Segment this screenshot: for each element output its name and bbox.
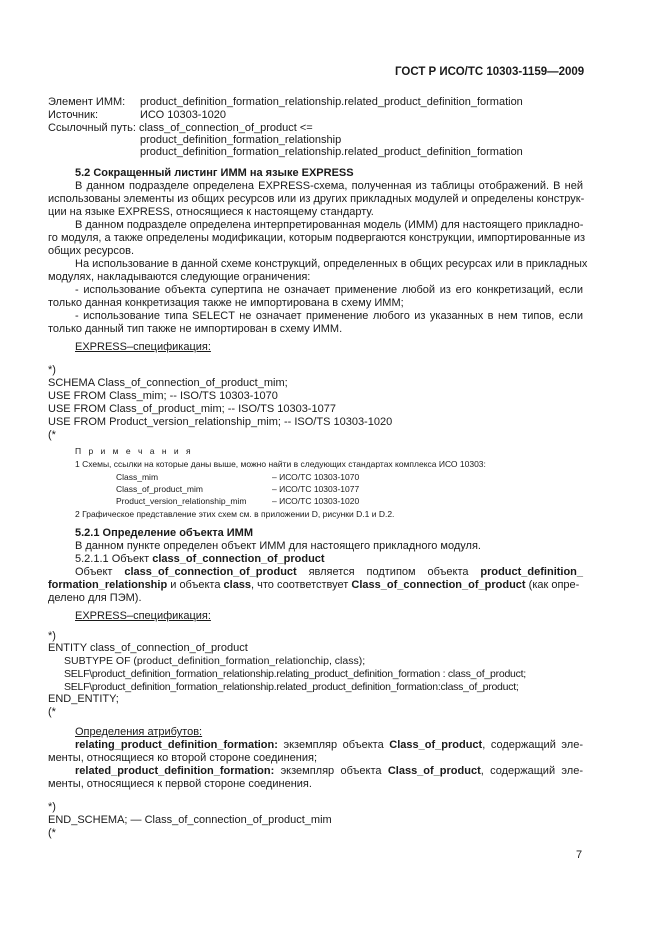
note-ref-name-0: Class_mim [116,472,159,482]
note-2: 2 Графическое представление этих схем см. в приложении D, рисунки D.1 и D.2. [75,509,395,519]
s52-p1-l1: использованы элементы из общих ресурсов или из других прикладных модулей и определены конструк- [48,193,585,205]
s52-p4-l0: - использование объекта супертипа не означает применение любой из его конкретизаций, если [75,284,583,296]
s52-p1-l0: В данном подразделе определена EXPRESS-схема, полученная из таблицы отображений. В ней [75,180,583,192]
s52-p2-l2: общих ресурсов. [48,245,135,257]
notes-title: П р и м е ч а н и я [75,446,194,456]
obj-desc-l2: делено для ПЭМ). [48,592,142,604]
code2-line-1: ENTITY class_of_connection_of_product [48,642,248,654]
code2-line-3: SELF\product_definition_formation_relationship.relating_product_definition_formation : class_of_product; [64,668,526,680]
s52-p4-l1: только данная конкретизация также не импортирована в схему ИММ; [48,297,404,309]
code1-line-1: SCHEMA Class_of_connection_of_product_mim; [48,377,288,389]
code1-line-0: *) [48,364,56,376]
attr-2-l1: менты, относящиеся к первой стороне соединения. [48,778,312,790]
note-ref-std-2: – ИСО/ТС 10303-1020 [272,496,360,506]
s52-p3-l0: На использование в данной схеме конструкций, определенных в общих ресурсах или в прикладных [75,258,588,270]
note-ref-name-2: Product_version_relationship_mim [116,496,247,506]
code3-line-1: END_SCHEMA; — Class_of_connection_of_product_mim [48,814,332,826]
note-ref-std-1: – ИСО/ТС 10303-1077 [272,484,360,494]
subsection-5-2-1-1 [75,553,325,566]
source-value: ИСО 10303-1020 [140,109,226,121]
element-row [48,96,523,109]
code2-line-5: END_ENTITY; [48,693,119,705]
element-label: Элемент ИММ: [48,96,126,108]
code3-line-0: *) [48,801,56,813]
element-value: product_definition_formation_relationship.related_product_definition_formation [140,96,523,108]
s52-p2-l1: го модуля, а также определены модификации, которым подвергаются конструкции, импортированные из [48,232,586,244]
ref-line-0: class_of_connection_of_product <= [139,122,313,134]
code1-line-2: USE FROM Class_mim; -- ISO/TS 10303-1070 [48,390,278,402]
ref-line-2: product_definition_formation_relationship.related_product_definition_formation [140,146,523,158]
attr-2-l0: related_product_definition_formation: экземпляр объекта Class_of_product, содержащий эле- [75,765,583,777]
obj-desc-l0: Объект class_of_connection_of_product является подтипом объекта product_definition_ [75,566,584,578]
obj-desc-l1: formation_relationship и объекта class, что соответствует Class_of_connection_of_product (как опре- [48,579,580,591]
attrs-title: Определения атрибутов: [75,726,203,738]
attr-1-l1: менты, относящиеся ко второй стороне соединения; [48,752,318,764]
s52-p5-l0: - использование типа SELECT не означает применение любого из указанных в нем типов, если [75,310,583,322]
ref-label: Ссылочный путь: [48,122,136,134]
source-label: Источник: [48,109,99,121]
code2-line-2: SUBTYPE OF (product_definition_formation_relationchip, class); [64,655,366,667]
code1-line-5: (* [48,429,56,441]
subsection-entity-name: class_of_connection_of_product [152,553,325,565]
attr-1-l0: relating_product_definition_formation: экземпляр объекта Class_of_product, содержащий эле- [75,739,583,751]
code3-line-2: (* [48,827,56,839]
section-heading-5-2-1: 5.2.1 Определение объекта ИММ [75,527,254,539]
note-ref-name-1: Class_of_product_mim [116,484,203,494]
express-spec-label-2: EXPRESS–спецификация: [75,610,211,622]
page-header: ГОСТ Р ИСО/ТС 10303-1159—2009 [395,66,585,78]
ref-line-1: product_definition_formation_relationship [140,134,342,146]
page-number: 7 [576,849,583,861]
subsection-number: 5.2.1.1 Объект [75,553,150,565]
source-row [48,109,226,122]
s52-p3-l1: модулях, накладываются следующие ограничения: [48,271,311,283]
s52-p5-l1: только данный тип также не импортирован в схему ИММ. [48,323,343,335]
express-spec-label-1: EXPRESS–спецификация: [75,341,211,353]
code2-line-0: *) [48,630,56,642]
code1-line-4: USE FROM Product_version_relationship_mim; -- ISO/TS 10303-1020 [48,416,393,428]
s52-p2-l0: В данном подразделе определена интерпретированная модель (ИММ) для настоящего прикладно- [75,219,584,231]
note-ref-std-0: – ИСО/ТС 10303-1070 [272,472,360,482]
code2-line-4: SELF\product_definition_formation_relationship.related_product_definition_formation:class_of_product; [64,681,519,693]
section-heading-5-2: 5.2 Сокращенный листинг ИММ на языке EXPRESS [75,167,354,179]
code2-line-6: (* [48,706,56,718]
s521-p1: В данном пункте определен объект ИММ для настоящего прикладного модуля. [75,540,481,552]
code1-line-3: USE FROM Class_of_product_mim; -- ISO/TS 10303-1077 [48,403,336,415]
s52-p1-l2: ции на языке EXPRESS, относящиеся к настоящему стандарту. [48,206,374,218]
note-1: 1 Схемы, ссылки на которые даны выше, можно найти в следующих стандартах комплекса ИСО 10303: [75,459,486,469]
